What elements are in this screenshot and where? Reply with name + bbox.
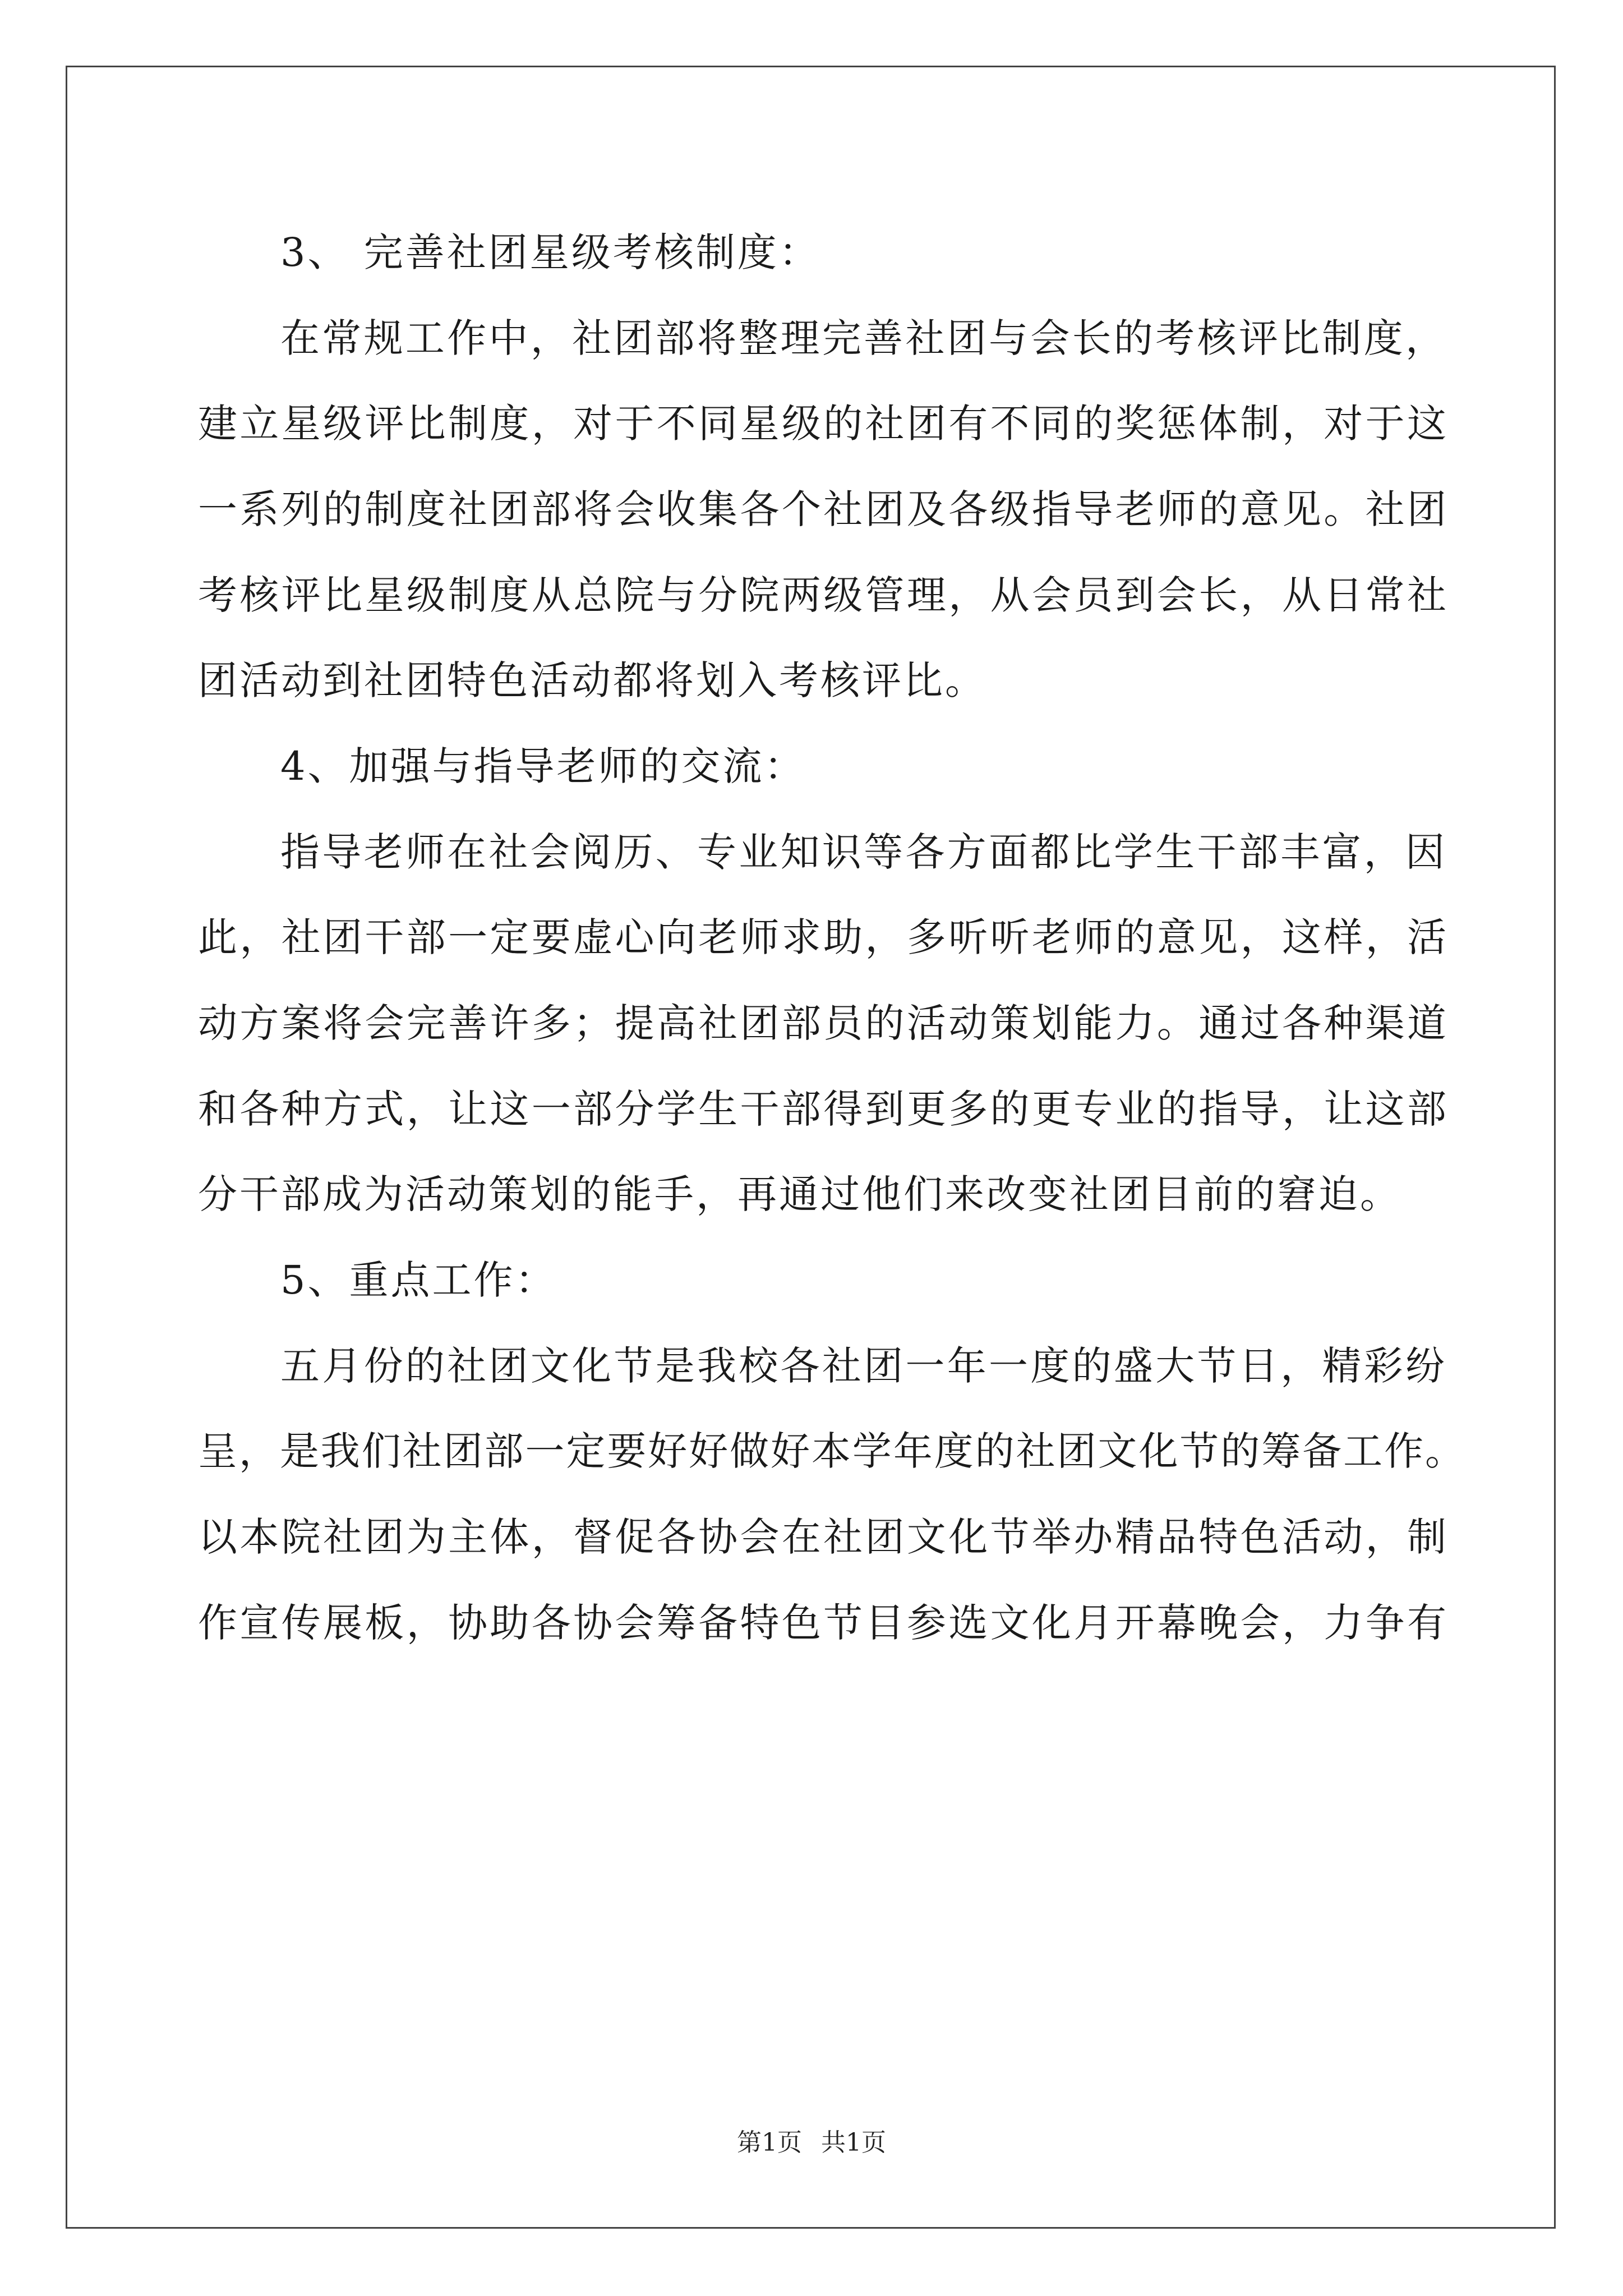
paragraph-line: 团活动到社团特色活动都将划入考核评比。 <box>198 657 986 703</box>
page-border <box>66 66 1556 2229</box>
paragraph-line: 呈，是我们社团部一定要好好做好本学年度的社团文化节的筹备工作。 <box>198 1428 1465 1474</box>
paragraph-line: 一系列的制度社团部将会收集各个社团及各级指导老师的意见。社团 <box>198 486 1449 532</box>
page-total: 共1页 <box>821 2128 886 2157</box>
heading-5: 5、重点工作： <box>280 1257 557 1303</box>
heading-3: 3、 完善社团星级考核制度： <box>280 229 820 275</box>
paragraph-line: 建立星级评比制度，对于不同星级的社团有不同的奖惩体制，对于这 <box>198 401 1449 447</box>
paragraph-line: 以本院社团为主体，督促各协会在社团文化节举办精品特色活动，制 <box>198 1514 1449 1560</box>
paragraph-line: 五月份的社团文化节是我校各社团一年一度的盛大节日，精彩纷 <box>280 1343 1447 1389</box>
page-footer <box>0 2127 1623 2159</box>
paragraph-line: 考核评比星级制度从总院与分院两级管理，从会员到会长，从日常社 <box>198 572 1449 618</box>
paragraph-line: 动方案将会完善许多；提高社团部员的活动策划能力。通过各种渠道 <box>198 1000 1449 1046</box>
paragraph-line: 和各种方式，让这一部分学生干部得到更多的更专业的指导，让这部 <box>198 1086 1449 1132</box>
paragraph-line: 指导老师在社会阅历、专业知识等各方面都比学生干部丰富，因 <box>280 829 1447 875</box>
paragraph-line: 作宣传展板，协助各协会筹备特色节目参选文化月开幕晚会，力争有 <box>198 1600 1449 1646</box>
paragraph-line: 此，社团干部一定要虚心向老师求助，多听听老师的意见，这样，活 <box>198 914 1449 960</box>
heading-4: 4、加强与指导老师的交流： <box>280 743 806 789</box>
page-number: 第1页 <box>737 2128 802 2157</box>
paragraph-line: 分干部成为活动策划的能手，再通过他们来改变社团目前的窘迫。 <box>198 1171 1401 1217</box>
paragraph-line: 在常规工作中，社团部将整理完善社团与会长的考核评比制度， <box>280 315 1447 361</box>
